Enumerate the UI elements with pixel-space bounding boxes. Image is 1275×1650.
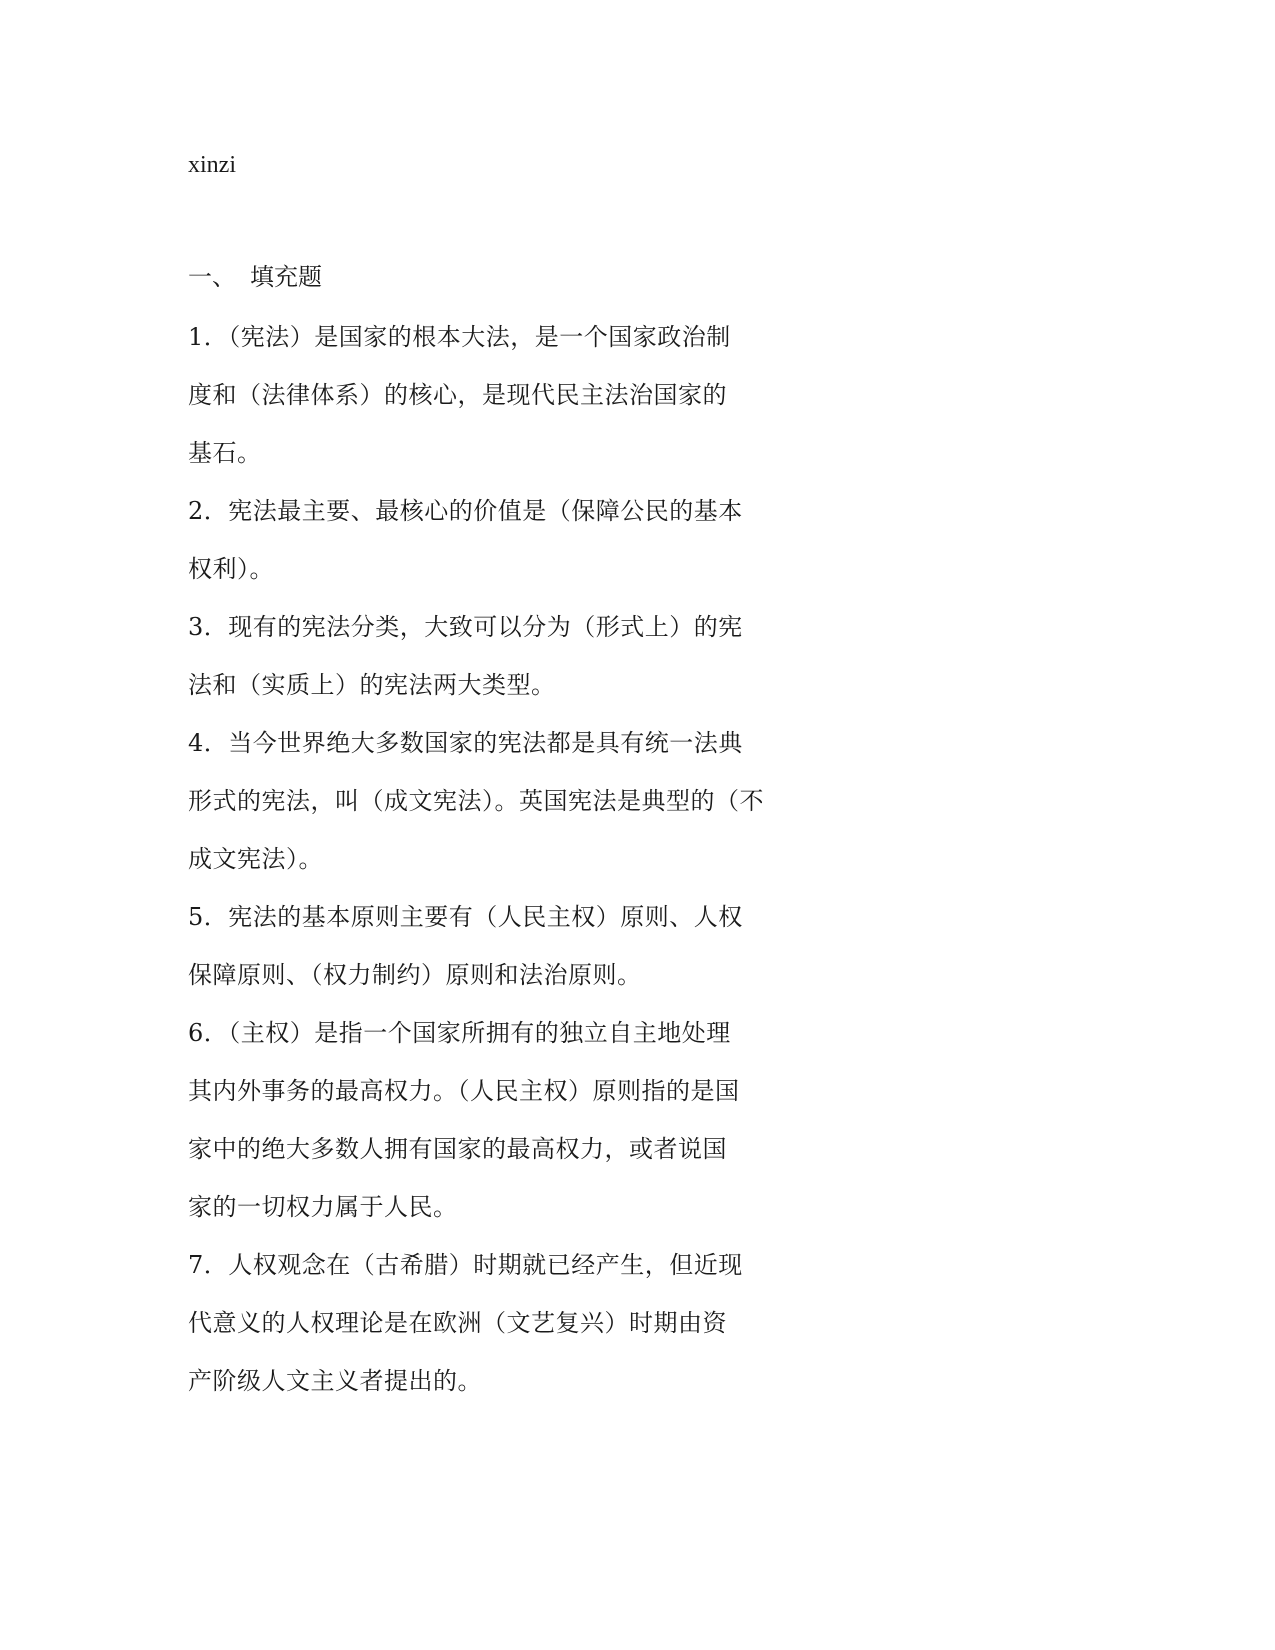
text-line: 保障原则、（权力制约）原则和法治原则。 bbox=[188, 961, 642, 989]
section-title: 填充题 bbox=[250, 263, 322, 291]
text-line: 5．宪法的基本原则主要有（人民主权）原则、人权 bbox=[188, 903, 743, 931]
text-line: 家中的绝大多数人拥有国家的最高权力，或者说国 bbox=[188, 1135, 727, 1163]
text-line: 4．当今世界绝大多数国家的宪法都是具有统一法典 bbox=[188, 729, 743, 757]
text-line: 产阶级人文主义者提出的。 bbox=[188, 1367, 482, 1395]
text-line: 其内外事务的最高权力。（人民主权）原则指的是国 bbox=[188, 1077, 740, 1105]
text-line: 家的一切权力属于人民。 bbox=[188, 1193, 458, 1221]
section-number: 一、 bbox=[188, 263, 236, 291]
text-line: 6．（主权）是指一个国家所拥有的独立自主地处理 bbox=[188, 1019, 731, 1047]
text-line: 度和（法律体系）的核心，是现代民主法治国家的 bbox=[188, 381, 727, 409]
section-heading bbox=[188, 262, 322, 292]
text-line: 1．（宪法）是国家的根本大法，是一个国家政治制 bbox=[188, 323, 731, 351]
text-line: 法和（实质上）的宪法两大类型。 bbox=[188, 671, 556, 699]
text-line: 代意义的人权理论是在欧洲（文艺复兴）时期由资 bbox=[188, 1309, 727, 1337]
text-line: 成文宪法）。 bbox=[188, 845, 323, 873]
text-line: 2．宪法最主要、最核心的价值是（保障公民的基本 bbox=[188, 497, 743, 525]
text-line: 7．人权观念在（古希腊）时期就已经产生，但近现 bbox=[188, 1251, 743, 1279]
text-line: 3．现有的宪法分类，大致可以分为（形式上）的宪 bbox=[188, 613, 743, 641]
text-line: 形式的宪法，叫（成文宪法）。英国宪法是典型的（不 bbox=[188, 787, 764, 815]
document-title: xinzi bbox=[188, 152, 236, 178]
text-line: 权利）。 bbox=[188, 555, 274, 583]
text-line: 基石。 bbox=[188, 439, 262, 467]
